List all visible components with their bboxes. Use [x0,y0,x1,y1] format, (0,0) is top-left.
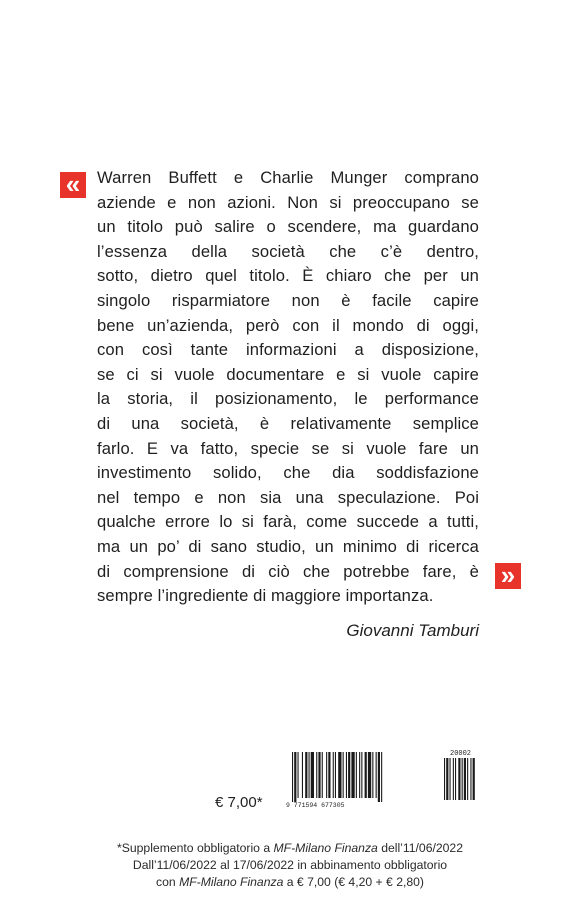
barcode-bar [359,752,360,798]
barcode-bar [309,752,310,798]
footnote-line-3-price: a € 7,00 (€ 4,20 + € 2,80) [283,875,424,889]
barcode-bar [361,752,362,798]
quote-line: con così tante informazioni a disposizione, [97,340,479,360]
footnote-line-3 [40,874,540,891]
barcode-addon-bar [462,758,463,800]
footnote-line-1 [40,840,540,857]
quote-line: se ci si vuole documentare e si vuole capire [97,364,479,384]
barcode-bar [343,752,344,798]
barcode-addon-bar [467,758,468,800]
barcode-addon-bar [446,758,448,800]
barcode-addon-bar [444,758,445,800]
quote-line: l’essenza della società che c’è dentro, [97,241,479,261]
footnote-line-2: Dall’11/06/2022 al 17/06/2022 in abbinamento obbligatorio [132,858,448,872]
open-quote-glyph: « [65,168,81,199]
quote-line: farlo. E va fatto, specie se si vuole fare un [97,438,479,458]
quote-line: bene un’azienda, però con il mondo di oggi, [97,315,479,335]
quote-line: di una società, è relativamente semplice [97,413,479,433]
barcode-addon-bar [470,758,471,800]
close-quote-glyph: » [500,559,516,590]
quote-line: di comprensione di ciò che potrebbe fare, è [97,561,479,581]
barcode-addon-bar [464,758,466,800]
footnote-publication-name: MF-Milano Finanza [273,841,378,855]
quote-line: investimento solido, che dia soddisfazione [97,463,479,483]
barcode-digits: 9 771594 677305 [286,802,345,808]
quote-text [97,166,479,609]
quote-line: ma un po’ di sano studio, un minimo di ricerca [97,536,479,556]
close-quote-mark [495,559,521,590]
barcode-bar [292,752,293,802]
barcode-addon-bar [455,758,456,800]
barcode-bar [328,752,330,798]
quote-line: un titolo può salire o scendere, ma guardano [97,217,479,237]
barcode-addon-bar [458,758,460,800]
barcode-bar [356,752,357,798]
barcode-bar [365,752,367,798]
quote-line: sempre l’ingrediente di maggiore importanza. [97,586,434,606]
barcode-bar [298,752,299,798]
barcode [284,748,481,808]
barcode-addon-bar [473,758,475,800]
barcode-bar [302,752,303,798]
footnote-publication-name-2: MF-Milano Finanza [179,875,284,889]
footnote-line-1-text: *Supplemento obbligatorio a [117,841,274,855]
footnote [40,840,540,891]
barcode-bar [294,752,296,802]
barcode-addon-bar [450,758,451,800]
barcode-bars [292,752,475,802]
footnote-line-3-text: con [156,875,180,889]
quote-line: qualche errore lo si farà, come succede a tutti, [97,512,479,532]
barcode-bar [368,752,371,798]
barcode-bar [381,752,382,802]
quote-author: Giovanni Tamburi [346,621,479,640]
barcode-addon-bar [453,758,454,800]
barcode-bar [351,752,354,798]
footnote-line-1-date: dell’11/06/2022 [377,841,463,855]
quote-line: sotto, dietro quel titolo. È chiaro che per un [97,266,479,286]
barcode-bar [378,752,380,802]
barcode-bar [346,752,347,798]
barcode-bar [322,752,323,798]
barcode-bar [348,752,350,798]
barcode-bar [305,752,307,798]
barcode-bar [316,752,317,798]
barcode-bar [372,752,373,798]
open-quote-mark [60,168,86,199]
barcode-bar [326,752,327,798]
quote-line: Warren Buffett e Charlie Munger comprano [97,168,479,187]
barcode-bar [338,752,341,798]
barcode-bar [333,752,334,798]
quote-line: nel tempo e non sia una speculazione. Poi [97,487,479,507]
barcode-bar [335,752,336,798]
quote-line: la storia, il posizionamento, le performance [97,389,479,409]
quote-line: singolo risparmiatore non è facile capire [97,290,479,310]
barcode-addon: 20002 [450,750,472,758]
quote-line: aziende e non azioni. Non si preoccupano se [97,192,479,212]
barcode-bar [318,752,320,798]
price-label: € 7,00* [215,794,263,811]
barcode-bar [311,752,314,798]
barcode-bar [376,752,377,798]
